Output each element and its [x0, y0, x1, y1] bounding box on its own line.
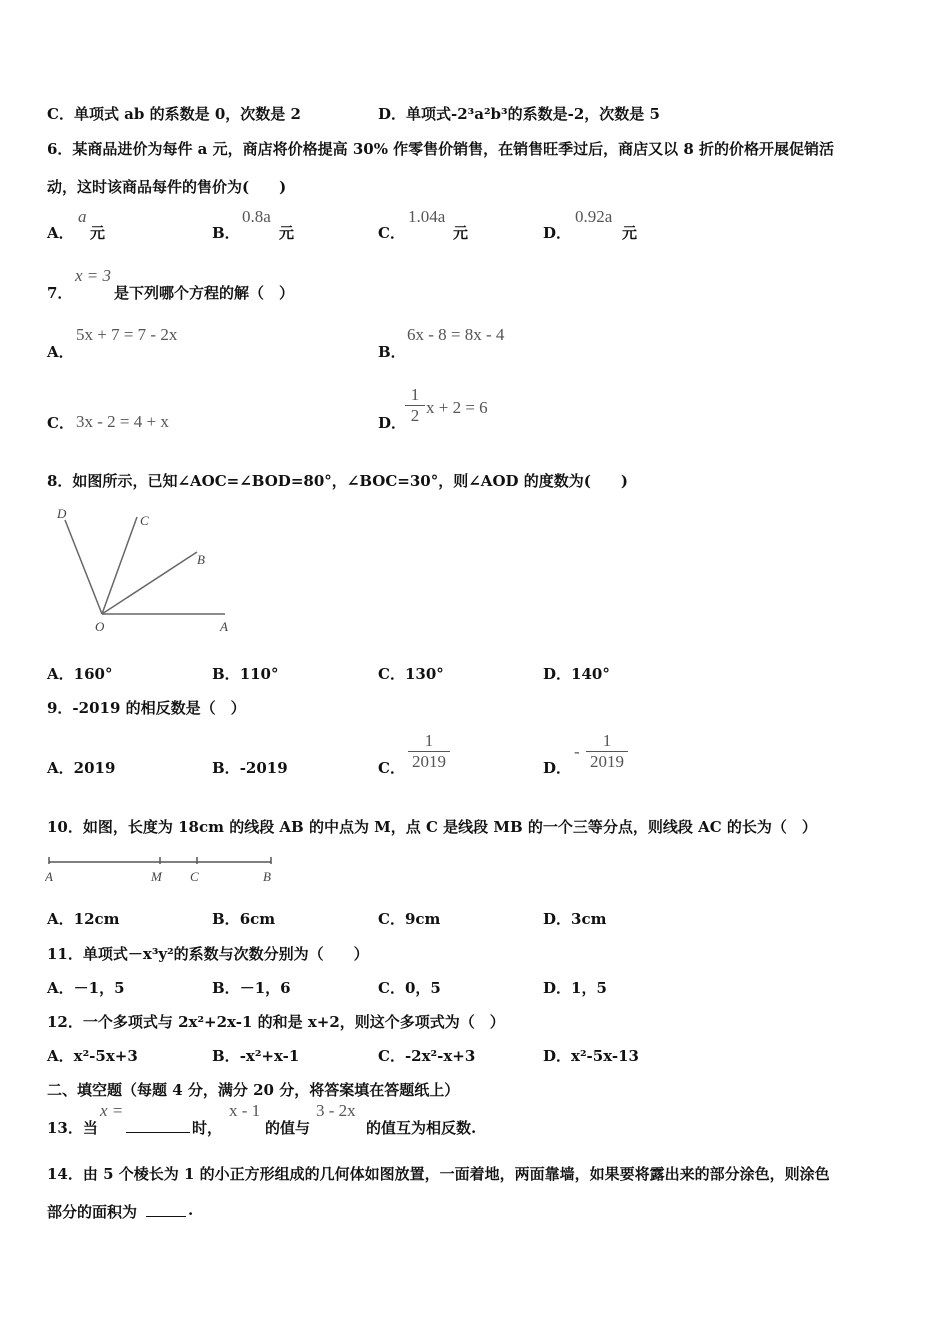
q9-option-c-label: C． [378, 759, 405, 777]
option-text: －1，5 [73, 979, 125, 997]
q10-option-b [212, 908, 275, 929]
q5-option-c: C．单项式 ab 的系数是 0，次数是 2 [47, 105, 301, 123]
label-m: M [151, 869, 162, 884]
q7-option-c-expr: 3x - 2 = 4 + x [76, 412, 169, 431]
label-o: O [95, 619, 105, 634]
label-b: B [197, 552, 205, 567]
option-unit: 元 [279, 224, 295, 242]
q13-answer-blank[interactable] [126, 1132, 190, 1133]
q7-option-b-expr: 6x - 8 = 8x - 4 [407, 325, 505, 344]
label-c: C [190, 869, 199, 884]
ray-ob [102, 552, 197, 614]
fraction-denominator: 2019 [590, 752, 624, 771]
q6-stem-line1: 6．某商品进价为每件 a 元，商店将价格提高 30% 作零售价销售，在销售旺季过后，商店又以 8 折的价格开展促销活 [47, 140, 835, 158]
option-label: D． [543, 224, 572, 242]
q8-stem: 8．如图所示，已知∠AOC=∠BOD=80°，∠BOC=30°，则∠AOD 的度数为( ) [47, 472, 628, 490]
option-text: 6cm [239, 910, 276, 928]
option-text: －1，6 [239, 979, 291, 997]
option-label: D． [543, 1047, 572, 1065]
q8-option-a [47, 663, 112, 684]
q7-expr: x = 3 [75, 266, 112, 285]
option-label: D． [543, 979, 572, 997]
q9-option-a [47, 757, 115, 778]
option-expr: 1.04a [408, 207, 446, 226]
option-text: -2019 [239, 759, 288, 777]
q10-option-c [378, 908, 440, 929]
option-label: C． [378, 979, 405, 997]
fraction-numerator: 1 [586, 731, 628, 752]
fraction-numerator: 1 [408, 731, 450, 752]
q10-option-d [543, 908, 606, 929]
section-2-title: 二、填空题（每题 4 分，满分 20 分，将答案填在答题纸上） [47, 1081, 460, 1099]
option-unit: 元 [453, 224, 469, 242]
label-a: A [45, 869, 53, 884]
q8-angle-figure [45, 500, 245, 640]
option-expr: a [78, 207, 87, 226]
ray-od [65, 520, 102, 614]
q12-option-c [378, 1045, 475, 1066]
option-label: C． [378, 665, 405, 683]
option-label: B． [212, 665, 240, 683]
q6-stem-line2: 动，这时该商品每件的售价为( ) [47, 178, 287, 196]
option-label: B． [212, 979, 240, 997]
label-a: A [220, 619, 228, 634]
q14-line1: 14．由 5 个棱长为 1 的小正方形组成的几何体如图放置，一面着地，两面靠墙，如果要将露出来的部分涂色，则涂色 [47, 1165, 830, 1183]
q7-option-d-fraction [405, 385, 425, 426]
q12-option-a [47, 1045, 138, 1066]
q13-text-value-with: 的值与 [265, 1119, 311, 1137]
q9-option-c-fraction [408, 731, 450, 772]
option-label: B． [212, 1047, 240, 1065]
q14-answer-blank[interactable] [146, 1216, 186, 1217]
q11-option-d [543, 977, 607, 998]
option-text: 130° [404, 665, 444, 683]
option-label: A． [47, 1047, 74, 1065]
q10-stem: 10．如图，长度为 18cm 的线段 AB 的中点为 M，点 C 是线段 MB 的一个三等分点，则线段 AC 的长为（ ） [47, 818, 817, 836]
option-text: x²-5x-13 [571, 1047, 639, 1065]
option-text: 9cm [404, 910, 441, 928]
q13-expr-x: x = [100, 1101, 124, 1120]
option-label: C． [378, 910, 405, 928]
option-text: 0，5 [404, 979, 441, 997]
q10-option-a [47, 908, 120, 929]
option-label: A． [47, 665, 74, 683]
q9-option-b [212, 757, 288, 778]
option-expr: 0.8a [242, 207, 271, 226]
option-unit: 元 [90, 224, 106, 242]
option-text: x²-5x+3 [73, 1047, 138, 1065]
q14-line2: 部分的面积为 [47, 1203, 138, 1221]
q13-number: 13．当 [47, 1119, 98, 1137]
fraction-numerator: 1 [405, 385, 425, 406]
q12-option-d [543, 1045, 639, 1066]
q8-option-d [543, 663, 610, 684]
q13-expr-x-minus-1: x - 1 [229, 1101, 261, 1120]
ray-oc [102, 517, 137, 614]
option-label: B． [212, 224, 240, 242]
option-label: B． [212, 910, 240, 928]
option-label: D． [543, 910, 572, 928]
q13-text-when: 时， [192, 1119, 223, 1137]
option-text: 3cm [571, 910, 607, 928]
label-c: C [140, 513, 149, 528]
q7-number: 7． [47, 284, 73, 302]
q8-option-b [212, 663, 279, 684]
q7-option-c-label: C． [47, 414, 74, 432]
q9-stem: 9．-2019 的相反数是（ ） [47, 699, 246, 717]
q11-stem: 11．单项式－x³y²的系数与次数分别为（ ） [47, 945, 369, 963]
option-text: 1，5 [571, 979, 607, 997]
q10-segment-figure [45, 852, 285, 888]
q9-option-d-fraction [586, 731, 628, 772]
q11-option-a [47, 977, 125, 998]
option-label: A． [47, 910, 74, 928]
option-label: C． [378, 224, 405, 242]
q11-option-b [212, 977, 291, 998]
q7-option-a-label: A． [47, 343, 74, 361]
option-label: D． [543, 665, 572, 683]
label-d: D [57, 506, 67, 521]
option-text: 140° [571, 665, 610, 683]
q7-option-d-expr: x + 2 = 6 [426, 398, 488, 417]
option-text: -2x²-x+3 [404, 1047, 476, 1065]
option-label: A． [47, 224, 74, 242]
option-label: A． [47, 979, 74, 997]
q7-option-b-label: B． [378, 343, 406, 361]
option-label: C． [378, 1047, 405, 1065]
label-b: B [263, 869, 271, 884]
q7-option-a-expr: 5x + 7 = 7 - 2x [76, 325, 178, 344]
fraction-denominator: 2 [410, 406, 420, 425]
q12-option-b [212, 1045, 299, 1066]
q9-option-d-sign: - [574, 742, 580, 761]
option-unit: 元 [622, 224, 638, 242]
q9-option-d-label: D． [543, 759, 572, 777]
q11-option-c [378, 977, 441, 998]
q14-end: . [188, 1201, 194, 1219]
option-text: -x²+x-1 [239, 1047, 300, 1065]
option-text: 160° [73, 665, 113, 683]
option-text: 2019 [73, 759, 116, 777]
q5-option-d: D．单项式-2³a²b³的系数是-2，次数是 5 [378, 105, 660, 123]
fraction-denominator: 2019 [412, 752, 446, 771]
option-expr: 0.92a [575, 207, 613, 226]
q13-expr-3-minus-2x: 3 - 2x [316, 1101, 356, 1120]
option-label: B． [212, 759, 240, 777]
option-text: 12cm [73, 910, 120, 928]
q7-option-d-label: D． [378, 414, 407, 432]
q12-stem: 12．一个多项式与 2x²+2x-1 的和是 x+2，则这个多项式为（ ） [47, 1013, 505, 1031]
q8-option-c [378, 663, 444, 684]
option-label: A． [47, 759, 74, 777]
q7-stem: 是下列哪个方程的解（ ） [114, 284, 295, 302]
option-text: 110° [239, 665, 279, 683]
q13-text-end: 的值互为相反数. [366, 1119, 477, 1137]
